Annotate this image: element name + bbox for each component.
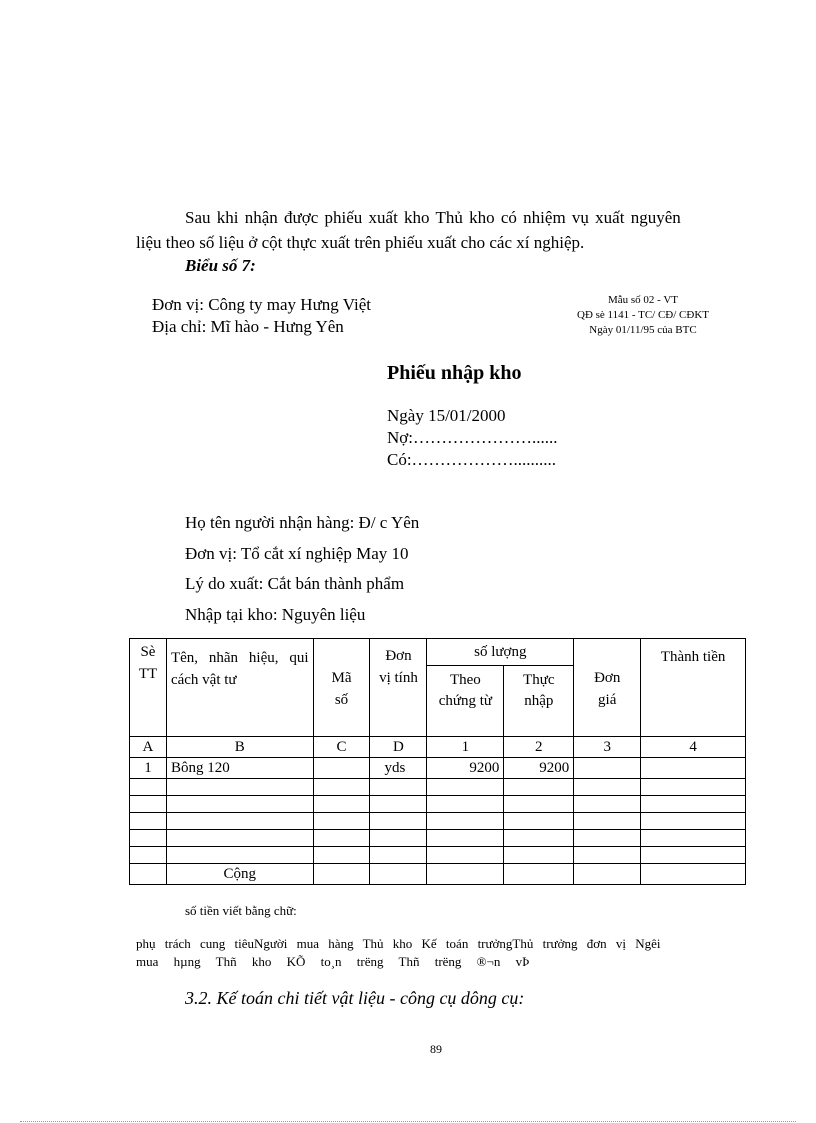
paragraph-line-1: Sau khi nhận được phiếu xuất kho Thủ kho có nhiệm vụ xuất nguyên (185, 208, 681, 227)
don-vi-line: Đơn vị: Công ty may Hưng Việt (152, 295, 371, 314)
header-don-vi-tinh: Đơn vị tính (370, 639, 427, 737)
page-bottom-rule (20, 1121, 796, 1122)
cell-ma (313, 758, 370, 779)
cell-dongia (574, 758, 641, 779)
warehouse-line: Nhập tại kho: Nguyên liệu (185, 604, 366, 624)
header-thuc-nhap: Thực nhập (504, 666, 574, 737)
section-heading: 3.2. Kế toán chi tiết vật liệu - công cụ dông cụ: (185, 988, 525, 1008)
date-value: 15/01/2000 (428, 406, 506, 425)
date-line (387, 405, 558, 427)
paragraph-line-2: liệu theo số liệu ở cột thực xuất trên phiếu xuất cho các xí nghiệp. (136, 233, 585, 252)
letter-cell: B (166, 737, 313, 758)
form-line-2: QĐ sè 1141 - TC/ CĐ/ CĐKT (577, 309, 709, 321)
form-number-block (553, 293, 733, 338)
header-ten: Tên, nhãn hiệu, qui cách vật tư (166, 639, 313, 737)
table-row (130, 813, 746, 830)
form-line-3: Ngày 01/11/95 của BTC (589, 324, 697, 336)
date-block (387, 405, 558, 471)
table-row (130, 847, 746, 864)
unit-line: Đơn vị: Tổ cắt xí nghiệp May 10 (185, 543, 409, 563)
no-line: Nợ:…………………...... (387, 428, 558, 447)
header-thanh-tien: Thành tiền (641, 639, 746, 737)
co-line: Có:……………….......... (387, 450, 557, 469)
unit-block (152, 294, 371, 338)
reason-line: Lý do xuất: Cắt bán thành phẩm (185, 574, 405, 593)
cell-stt: 1 (130, 758, 167, 779)
cell-ten: Bông 120 (166, 758, 313, 779)
letter-cell: A (130, 737, 167, 758)
header-stt: Sè TT (130, 639, 167, 737)
table-row (130, 830, 746, 847)
signatures-line-1: phụ trách cung tiêuNgười mua hàng Thủ kho Kế toán trưởngThủ trưởng đơn vị Ngêi (136, 936, 661, 951)
cell-thuc: 9200 (504, 758, 574, 779)
header-don-gia: Đơn giá (574, 639, 641, 737)
letter-cell: 2 (504, 737, 574, 758)
goods-table (129, 638, 746, 885)
bieu-so-label: Biểu số 7: (185, 256, 256, 275)
letter-cell: 4 (641, 737, 746, 758)
total-label: Cộng (166, 864, 313, 885)
letter-cell: D (370, 737, 427, 758)
table-row (130, 779, 746, 796)
cell-theo: 9200 (427, 758, 504, 779)
info-block (185, 508, 419, 630)
letters-row (130, 737, 746, 758)
header-so-luong: số lượng (427, 639, 574, 666)
date-label: Ngày (387, 406, 424, 425)
dia-chi-line: Địa chỉ: Mĩ hào - Hưng Yên (152, 317, 344, 336)
signatures-line-2: mua hµng Thñ kho KÕ to¸n trëng Thñ trëng ®¬n vÞ (136, 954, 530, 969)
receiver-line: Họ tên người nhận hàng: Đ/ c Yên (185, 513, 420, 532)
form-line-1: Mẫu số 02 - VT (607, 294, 679, 306)
cell-thanhtien (641, 758, 746, 779)
table-row (130, 758, 746, 779)
document-title: Phiếu nhập kho (387, 362, 522, 384)
cell-dvt: yds (370, 758, 427, 779)
header-ma-so: Mã số (313, 639, 370, 737)
header-theo-chung-tu: Theo chứng từ (427, 666, 504, 737)
total-row (130, 864, 746, 885)
amount-in-words-label: số tiền viết bằng chữ: (185, 903, 297, 918)
table-row (130, 796, 746, 813)
letter-cell: 3 (574, 737, 641, 758)
page-number: 89 (430, 1042, 442, 1056)
letter-cell: 1 (427, 737, 504, 758)
letter-cell: C (313, 737, 370, 758)
